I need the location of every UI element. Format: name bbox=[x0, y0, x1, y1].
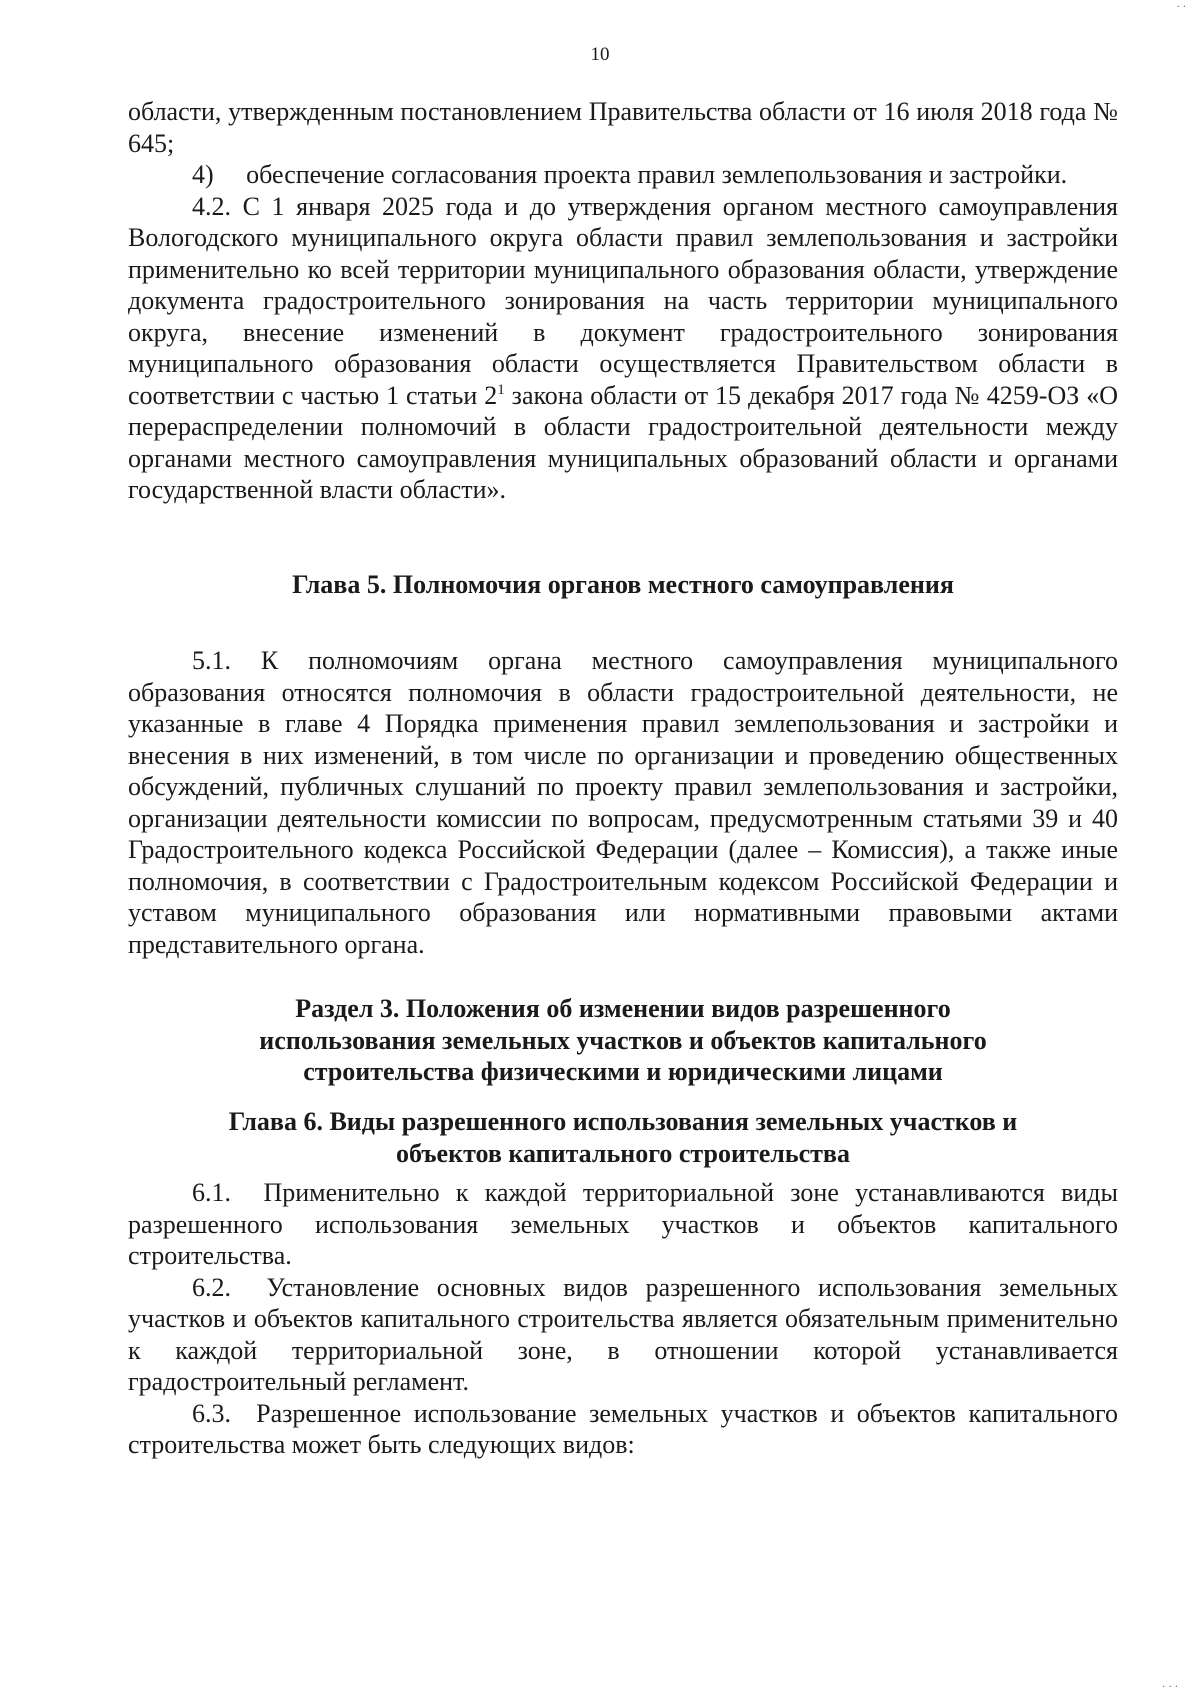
paragraph-6-2: 6.2. Установление основных видов разрешенного использования земельных участков и объектов капитального строительства является обязательным применительно к каждой территориальной зоне, в отношении которой устанавливается градостроительный регламент. bbox=[128, 1272, 1118, 1396]
section-3-title-line-3: строительства физическими и юридическими лицами bbox=[303, 1057, 943, 1086]
paragraph-item-4: 4) обеспечение согласования проекта правил землепользования и застройки. bbox=[192, 160, 1068, 189]
paragraph-6-3: 6.3. Разрешенное использование земельных участков и объектов капитального строительства может быть следующих видов: bbox=[128, 1398, 1118, 1459]
paragraph-4-2-text: 4.2. С 1 января 2025 года и до утверждения органом местного самоуправления Вологодского муниципального округа области правил землепользования и застройки применительно ко всей территории муниципального образования области, утверждение документа градостроительного зонирования на часть территории муниципального округа, внесение изменений в документ градостроительного зонирования муниципального образования области осуществляется Правительством области в соответствии с частью 1 статьи 2 bbox=[128, 191, 1118, 410]
paragraph-4-2-superscript: 1 bbox=[497, 381, 505, 398]
page-number: 10 bbox=[590, 44, 610, 65]
paragraph-4-2-tail: закона области от 15 декабря 2017 года № 4259-ОЗ «О перераспределении полномочий в области градостроительной деятельности между органами местного самоуправления муниципальных образований области и органами государственной власти области». bbox=[128, 380, 1118, 504]
section-3-title-line-2: использования земельных участков и объектов капитального bbox=[259, 1025, 987, 1055]
chapter-5-heading-block bbox=[128, 569, 1118, 601]
section-3-title-line-1: Раздел 3. Положения об изменении видов разрешенного bbox=[295, 994, 951, 1023]
paragraph-4-2 bbox=[128, 191, 1118, 506]
paragraph-5-1: 5.1. К полномочиям органа местного самоуправления муниципального образования относятся полномочия в области градостроительной деятельности, не указанные в главе 4 Порядка применения правил землепользования и застройки и внесения в них изменений, в том числе по организации и проведению общественных обсуждений, публичных слушаний по проекту правил землепользования и застройки, организации деятельности комиссии по вопросам, предусмотренным статьями 39 и 40 Градостроительного кодекса Российской Федерации (далее – Комиссия), а также иные полномочия, в соответствии с Градостроительным кодексом Российской Федерации и уставом муниципального образования или нормативными правовыми актами представительного органа. bbox=[128, 646, 1118, 959]
scan-artifact-top: · · bbox=[1176, 2, 1186, 13]
paragraph-6-1: 6.1. Применительно к каждой территориальной зоне устанавливаются виды разрешенного использования земельных участков и объектов капитального строительства. bbox=[128, 1178, 1118, 1270]
body-block-3 bbox=[128, 1177, 1118, 1461]
scan-artifact-bottom: · · · bbox=[1162, 1682, 1178, 1693]
paragraph-continuation: области, утвержденным постановлением Правительства области от 16 июля 2018 года № 645; bbox=[128, 97, 1118, 158]
chapter-6-title-line-2: объектов капитального строительства bbox=[396, 1138, 850, 1168]
body-block-2 bbox=[128, 645, 1118, 960]
chapter-5-title: Глава 5. Полномочия органов местного самоуправления bbox=[292, 570, 954, 599]
chapter-6-heading-block bbox=[128, 1106, 1118, 1169]
body-block-1 bbox=[128, 96, 1118, 506]
section-3-heading-block bbox=[128, 993, 1118, 1088]
chapter-6-title-line-1: Глава 6. Виды разрешенного использования земельных участков и bbox=[228, 1107, 1018, 1136]
